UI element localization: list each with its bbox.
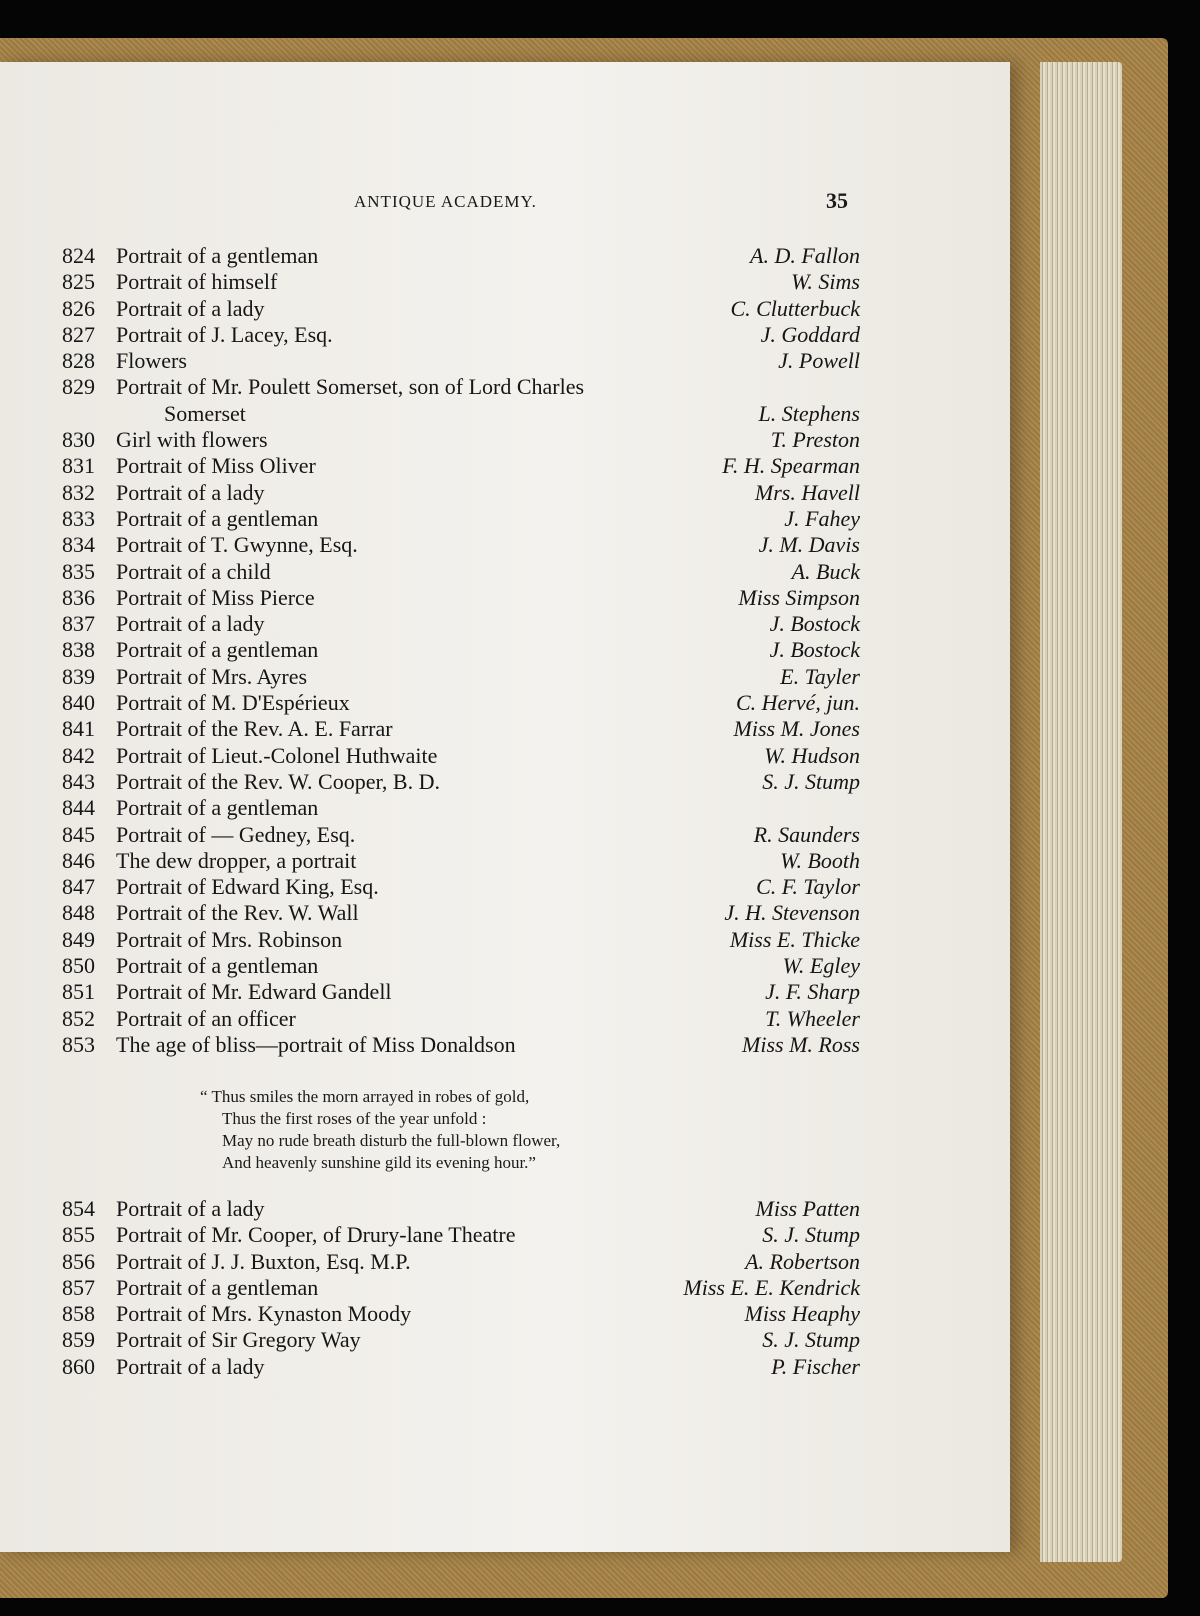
catalogue-entry <box>52 296 860 322</box>
entry-number: 860 <box>62 1353 95 1379</box>
running-head <box>0 188 1010 222</box>
entry-title: Portrait of a child <box>116 558 271 584</box>
entry-title: Portrait of Mrs. Robinson <box>116 926 343 952</box>
entry-artist: W. Hudson <box>764 742 860 768</box>
entry-title: Portrait of a lady <box>116 1196 265 1221</box>
entry-artist: Mrs. Havell <box>754 479 860 505</box>
catalogue-entry <box>52 769 860 795</box>
entry-number: 825 <box>62 269 95 295</box>
entry-title: Portrait of a lady <box>116 1353 265 1379</box>
entry-title: Portrait of T. Gwynne, Esq. <box>116 532 358 558</box>
entry-artist: W. Booth <box>780 847 860 873</box>
entry-artist: Miss Patten <box>755 1196 860 1221</box>
entry-artist: W. Egley <box>782 953 860 979</box>
catalogue-entry <box>52 322 860 348</box>
entry-number: 851 <box>62 979 95 1005</box>
entry-title: Portrait of a gentleman <box>116 795 319 821</box>
entry-artist: Miss M. Ross <box>742 1031 860 1057</box>
entry-number: 839 <box>62 663 95 689</box>
catalogue-entries <box>52 243 860 1058</box>
entry-title: Portrait of Lieut.-Colonel Huthwaite <box>116 742 438 768</box>
entry-number: 844 <box>62 795 95 821</box>
entry-number: 846 <box>62 847 95 873</box>
catalogue-entry <box>52 1275 860 1301</box>
entry-title: Portrait of — Gedney, Esq. <box>116 821 356 847</box>
entry-artist: C. Clutterbuck <box>730 295 860 321</box>
catalogue-entry <box>52 1354 860 1380</box>
catalogue-entry <box>52 848 860 874</box>
catalogue-entry <box>52 979 860 1005</box>
catalogue-entry <box>52 506 860 532</box>
entry-number: 837 <box>62 611 95 637</box>
catalogue-entry <box>52 1222 860 1248</box>
catalogue-entry <box>52 743 860 769</box>
entry-artist: Miss M. Jones <box>733 716 860 742</box>
entry-artist: T. Preston <box>770 427 860 453</box>
entry-number: 838 <box>62 637 95 663</box>
entry-number: 850 <box>62 953 95 979</box>
entry-number: 840 <box>62 690 95 716</box>
entry-number: 834 <box>62 532 95 558</box>
entry-artist: F. H. Spearman <box>722 453 860 479</box>
entry-artist: Miss Simpson <box>738 584 860 610</box>
entry-title: Portrait of J. Lacey, Esq. <box>116 321 333 347</box>
entry-number: 857 <box>62 1274 95 1300</box>
entry-artist: J. Powell <box>778 348 860 374</box>
entry-number: 859 <box>62 1327 95 1353</box>
catalogue-entry <box>52 664 860 690</box>
catalogue-entry <box>52 427 860 453</box>
entry-number: 826 <box>62 295 95 321</box>
entry-title: Portrait of Mrs. Ayres <box>116 663 308 689</box>
catalogue-entry <box>52 348 860 374</box>
catalogue-entry <box>52 953 860 979</box>
entry-artist: J. Goddard <box>760 321 860 347</box>
entry-number: 853 <box>62 1031 95 1057</box>
catalogue-entry <box>52 611 860 637</box>
entry-artist: J. H. Stevenson <box>724 900 860 926</box>
catalogue-entry <box>52 1196 860 1222</box>
catalogue-entry <box>52 637 860 663</box>
entry-number: 827 <box>62 321 95 347</box>
catalogue-entry <box>52 374 860 400</box>
entry-number: 828 <box>62 348 95 374</box>
catalogue-entry <box>52 453 860 479</box>
entry-title: Portrait of the Rev. A. E. Farrar <box>116 716 393 742</box>
catalogue-entry <box>52 716 860 742</box>
page-number: 35 <box>826 188 848 213</box>
entry-number: 849 <box>62 926 95 952</box>
quote-line: And heavenly sunshine gild its evening hour.” <box>222 1153 536 1172</box>
entry-title: Portrait of a gentleman <box>116 637 319 663</box>
entry-artist: S. J. Stump <box>762 1327 860 1353</box>
entry-number: 832 <box>62 479 95 505</box>
entry-title: Portrait of a lady <box>116 295 265 321</box>
entry-number: 836 <box>62 584 95 610</box>
entry-artist: Miss E. Thicke <box>729 926 860 952</box>
entry-title: Portrait of Miss Pierce <box>116 584 315 610</box>
entry-title: Somerset <box>164 400 246 426</box>
catalogue-entry <box>52 1301 860 1327</box>
quote-line: “ Thus smiles the morn arrayed in robes of gold, <box>200 1087 530 1106</box>
entry-title: Portrait of Mr. Cooper, of Drury-lane Theatre <box>116 1222 516 1248</box>
catalogue-entry <box>52 822 860 848</box>
entry-title: Portrait of Edward King, Esq. <box>116 874 379 900</box>
entry-title: Portrait of the Rev. W. Wall <box>116 900 359 926</box>
entry-artist: J. Fahey <box>784 505 860 531</box>
entry-number: 847 <box>62 874 95 900</box>
entry-number: 852 <box>62 1005 95 1031</box>
entry-number: 854 <box>62 1196 95 1221</box>
verse-quote <box>200 1086 700 1174</box>
entry-number: 848 <box>62 900 95 926</box>
catalogue-entries-continued <box>52 1196 860 1380</box>
entry-number: 833 <box>62 505 95 531</box>
entry-artist: J. Bostock <box>769 611 860 637</box>
catalogue-entry <box>52 1006 860 1032</box>
entry-title: Portrait of J. J. Buxton, Esq. M.P. <box>116 1248 411 1274</box>
entry-artist: L. Stephens <box>758 400 860 426</box>
entry-title: The age of bliss—portrait of Miss Donaldson <box>116 1031 516 1057</box>
entry-number: 842 <box>62 742 95 768</box>
catalogue-entry <box>52 1032 860 1058</box>
entry-artist: A. Buck <box>791 558 860 584</box>
entry-artist: T. Wheeler <box>765 1005 860 1031</box>
page-header-title: ANTIQUE ACADEMY. <box>354 192 537 211</box>
entry-title: Portrait of a lady <box>116 479 265 505</box>
entry-number: 829 <box>62 374 95 400</box>
entry-title: Portrait of an officer <box>116 1005 296 1031</box>
entry-number: 855 <box>62 1222 95 1248</box>
catalogue-entry <box>52 690 860 716</box>
entry-number: 858 <box>62 1301 95 1327</box>
catalogue-entry <box>52 900 860 926</box>
catalogue-entry <box>52 401 860 427</box>
entry-title: Portrait of a gentleman <box>116 1274 319 1300</box>
entry-artist: Miss E. E. Kendrick <box>683 1274 860 1300</box>
entry-title: Portrait of M. D'Espérieux <box>116 690 350 716</box>
entry-artist: W. Sims <box>791 269 860 295</box>
entry-title: Portrait of a gentleman <box>116 953 319 979</box>
entry-artist: S. J. Stump <box>762 768 860 794</box>
entry-title: Portrait of Mr. Edward Gandell <box>116 979 392 1005</box>
entry-artist: A. D. Fallon <box>750 243 860 268</box>
entry-number: 843 <box>62 768 95 794</box>
catalogue-entry <box>52 532 860 558</box>
entry-number: 831 <box>62 453 95 479</box>
entry-title: Portrait of a gentleman <box>116 243 319 268</box>
entry-artist: P. Fischer <box>771 1353 860 1379</box>
entry-title: Portrait of a lady <box>116 611 265 637</box>
catalogue-entry <box>52 1327 860 1353</box>
entry-artist: J. M. Davis <box>758 532 860 558</box>
catalogue-entry <box>52 874 860 900</box>
entry-artist: C. Hervé, jun. <box>735 690 860 716</box>
catalogue-entry <box>52 559 860 585</box>
catalogue-entry <box>52 927 860 953</box>
entry-artist: Miss Heaphy <box>744 1301 860 1327</box>
page-edges <box>1040 62 1122 1562</box>
entry-title: Portrait of the Rev. W. Cooper, B. D. <box>116 768 440 794</box>
entry-title: Portrait of Sir Gregory Way <box>116 1327 361 1353</box>
catalogue-entry <box>52 585 860 611</box>
quote-line: Thus the first roses of the year unfold : <box>222 1109 487 1128</box>
entry-artist: J. Bostock <box>769 637 860 663</box>
entry-artist: R. Saunders <box>753 821 860 847</box>
catalogue-entry <box>52 269 860 295</box>
entry-title: Portrait of Mrs. Kynaston Moody <box>116 1301 412 1327</box>
entry-artist: C. F. Taylor <box>756 874 860 900</box>
entry-number: 830 <box>62 427 95 453</box>
entry-title: Portrait of himself <box>116 269 278 295</box>
catalogue-entry <box>52 480 860 506</box>
entry-number: 841 <box>62 716 95 742</box>
quote-line: May no rude breath disturb the full-blown flower, <box>222 1131 561 1150</box>
entry-number: 835 <box>62 558 95 584</box>
entry-artist: J. F. Sharp <box>765 979 860 1005</box>
entry-artist: E. Tayler <box>780 663 860 689</box>
entry-number: 824 <box>62 243 95 268</box>
entry-title: Portrait of a gentleman <box>116 505 319 531</box>
entry-title: Portrait of Miss Oliver <box>116 453 316 479</box>
entry-title: The dew dropper, a portrait <box>116 847 357 873</box>
entry-title: Flowers <box>116 348 187 374</box>
entry-number: 845 <box>62 821 95 847</box>
entry-artist: A. Robertson <box>745 1248 860 1274</box>
entry-title: Girl with flowers <box>116 427 268 453</box>
entry-artist: S. J. Stump <box>762 1222 860 1248</box>
entry-number: 856 <box>62 1248 95 1274</box>
catalogue-entry <box>52 795 860 821</box>
entry-title: Portrait of Mr. Poulett Somerset, son of Lord Charles <box>116 374 585 400</box>
catalogue-entry <box>52 243 860 269</box>
catalogue-entry <box>52 1249 860 1275</box>
